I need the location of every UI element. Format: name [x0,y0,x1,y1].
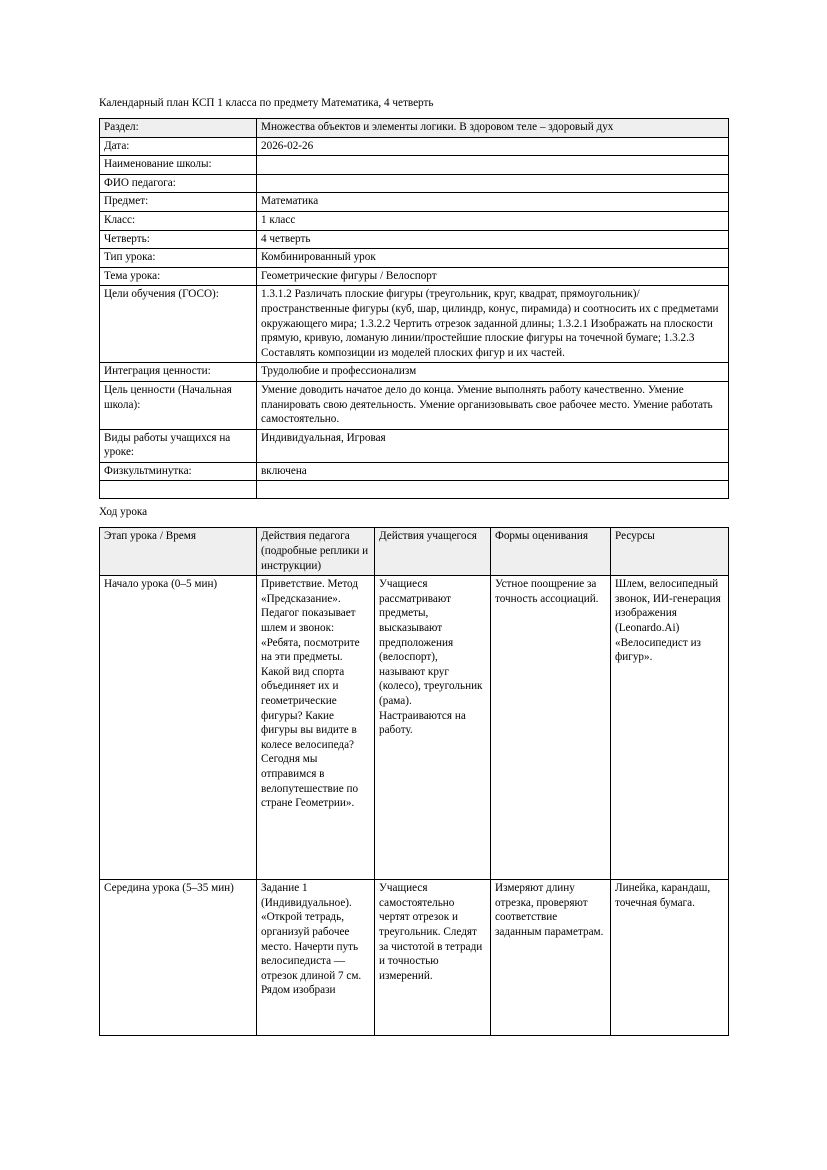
info-label: Физкультминутка: [100,462,257,481]
info-label: Цели обучения (ГОСО): [100,286,257,363]
info-value [257,481,729,499]
cell-teacher-actions: Задание 1 (Индивидуальное). «Открой тетрадь, организуй рабочее место. Начерти путь велосипедиста — отрезок длиной 7 см. Рядом изобрази [257,880,375,1036]
info-label: Наименование школы: [100,156,257,175]
cell-stage: Начало урока (0–5 мин) [100,576,257,880]
info-value: 1.3.1.2 Различать плоские фигуры (треугольник, круг, квадрат, прямоугольник)/ пространственные фигуры (куб, шар, цилиндр, конус, пирамида) и соотносить их с предметами окружающего мира; 1.3.2.2 Чертить отрезок заданной длины; 1.3.2.1 Изображать на плоскости прямую, кривую, ломаную линии/простейшие плоские фигуры на точечной бумаге; 1.3.2.3 Составлять композиции из моделей плоских фигур и их частей. [257,286,729,363]
cell-assessment: Устное поощрение за точность ассоциаций. [491,576,611,880]
info-value: 1 класс [257,211,729,230]
info-value: 2026-02-26 [257,137,729,156]
table-row [100,462,729,481]
table-row [100,211,729,230]
table-header-row [100,528,729,576]
page-title: Календарный план КСП 1 класса по предмету Математика, 4 четверть [99,97,434,109]
table-row [100,230,729,249]
info-value: 4 четверть [257,230,729,249]
info-value: Геометрические фигуры / Велоспорт [257,267,729,286]
cell-resources: Линейка, карандаш, точечная бумага. [611,880,729,1036]
table-row [100,174,729,193]
info-label: Четверть: [100,230,257,249]
column-header-student-actions: Действия учащегося [375,528,491,576]
info-value: Комбинированный урок [257,249,729,268]
info-label: Тип урока: [100,249,257,268]
info-value [257,156,729,175]
info-label: Тема урока: [100,267,257,286]
table-row [100,249,729,268]
table-row [100,880,729,1036]
table-row [100,137,729,156]
table-row [100,286,729,363]
cell-stage: Середина урока (5–35 мин) [100,880,257,1036]
table-row [100,363,729,382]
info-value: Математика [257,193,729,212]
info-label: ФИО педагога: [100,174,257,193]
table-row [100,429,729,462]
column-header-assessment: Формы оценивания [491,528,611,576]
info-label: Дата: [100,137,257,156]
cell-teacher-actions: Приветствие. Метод «Предсказание». Педагог показывает шлем и звонок: «Ребята, посмотрите на эти предметы. Какой вид спорта объединяет их и геометрические фигуры? Какие фигуры вы видите в колесе велосипеда? Сегодня мы отправимся в велопутешествие по стране Геометрии». [257,576,375,880]
table-row [100,481,729,499]
column-header-teacher-actions: Действия педагога (подробные реплики и инструкции) [257,528,375,576]
table-row [100,267,729,286]
column-header-resources: Ресурсы [611,528,729,576]
table-row [100,193,729,212]
info-value: Умение доводить начатое дело до конца. Умение выполнять работу качественно. Умение планировать свою деятельность. Умение организовывать свое рабочее место. Умение работать самостоятельно. [257,381,729,429]
table-row [100,381,729,429]
info-label [100,481,257,499]
column-header-stage: Этап урока / Время [100,528,257,576]
cell-student-actions: Учащиеся самостоятельно чертят отрезок и треугольник. Следят за чистотой в тетради и точностью измерений. [375,880,491,1036]
info-value: Индивидуальная, Игровая [257,429,729,462]
info-label: Цель ценности (Начальная школа): [100,381,257,429]
table-row [100,576,729,880]
info-label: Предмет: [100,193,257,212]
info-label: Класс: [100,211,257,230]
lesson-flow-table [99,527,729,1036]
info-value: включена [257,462,729,481]
info-label: Раздел: [100,119,257,138]
info-value: Множества объектов и элементы логики. В здоровом теле – здоровый дух [257,119,729,138]
info-label: Виды работы учащихся на уроке: [100,429,257,462]
lesson-info-table [99,118,729,499]
info-value: Трудолюбие и профессионализм [257,363,729,382]
table-row [100,156,729,175]
table-row [100,119,729,138]
cell-assessment: Измеряют длину отрезка, проверяют соответствие заданным параметрам. [491,880,611,1036]
info-value [257,174,729,193]
lesson-flow-label: Ход урока [99,506,148,519]
document-content [99,96,728,1036]
cell-resources: Шлем, велосипедный звонок, ИИ-генерация изображения (Leonardo.Ai) «Велосипедист из фигур». [611,576,729,880]
info-label: Интеграция ценности: [100,363,257,382]
cell-student-actions: Учащиеся рассматривают предметы, высказывают предположения (велоспорт), называют круг (колесо), треугольник (рама). Настраиваются на работу. [375,576,491,880]
